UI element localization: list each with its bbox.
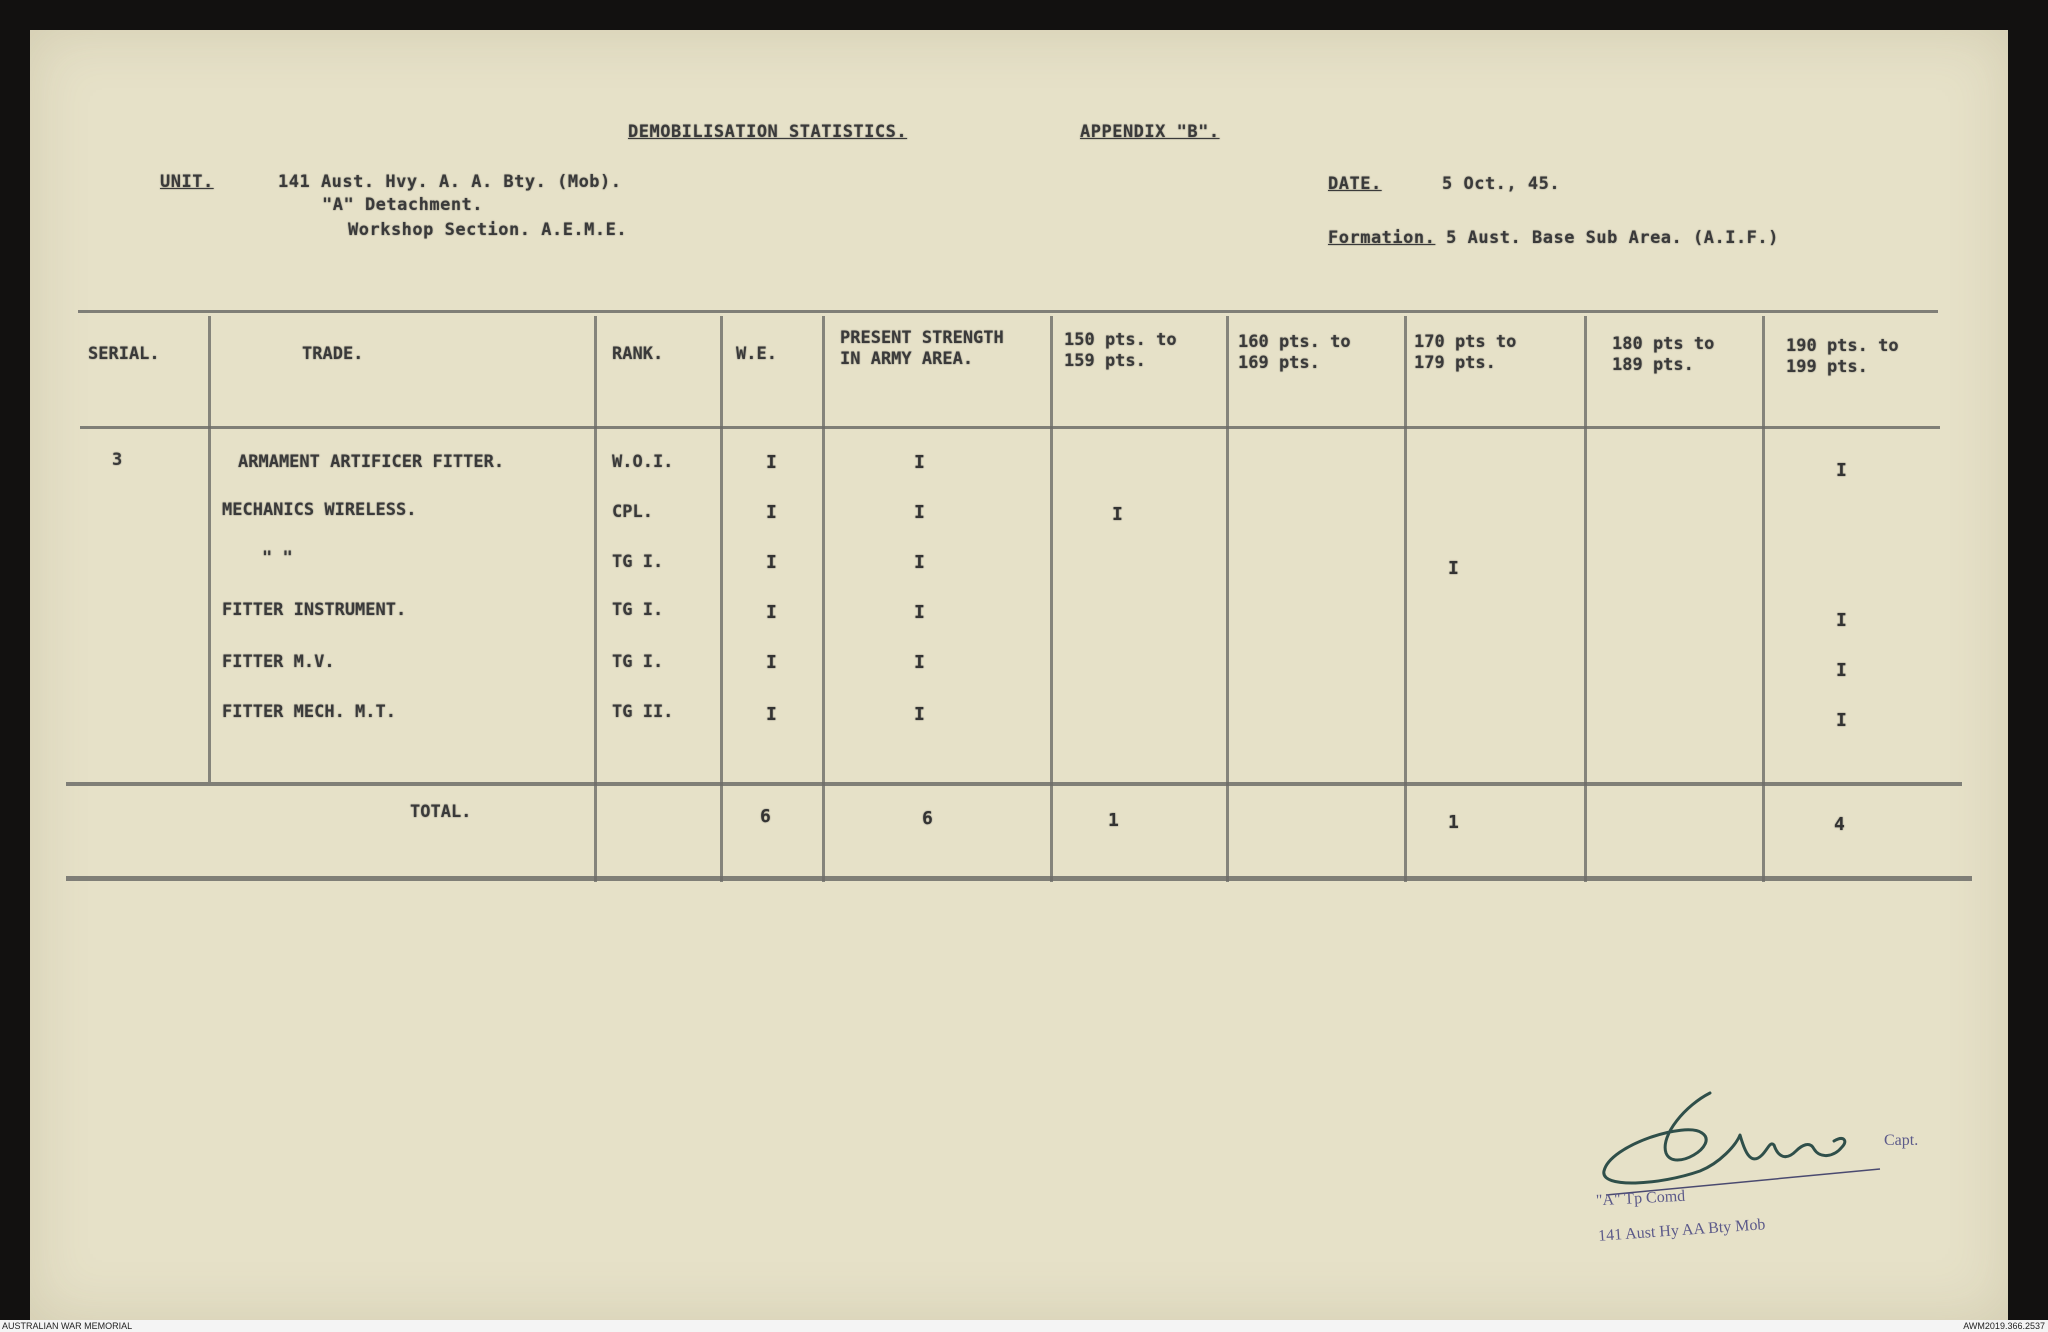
header-170-179: 170 pts to 179 pts. xyxy=(1414,332,1517,373)
header-rank: RANK. xyxy=(612,344,664,364)
total-p150: 1 xyxy=(1108,810,1119,831)
table-row-1-trade: ARMAMENT ARTIFICER FITTER. xyxy=(238,452,505,472)
appendix-label: APPENDIX "B". xyxy=(1080,122,1220,142)
col-divider-160 xyxy=(1404,316,1407,882)
table-row-4-rank: TG I. xyxy=(612,600,664,620)
col-divider-trade xyxy=(594,316,597,882)
total-label: TOTAL. xyxy=(410,802,472,822)
header-present-strength: PRESENT STRENGTH IN ARMY AREA. xyxy=(840,328,1004,369)
table-row-1-we: I xyxy=(766,452,777,473)
capt-label: Capt. xyxy=(1884,1132,1919,1149)
table-row-5-p190: I xyxy=(1836,660,1847,681)
table-row-1-present: I xyxy=(914,452,925,473)
total-p190: 4 xyxy=(1834,814,1845,835)
table-row-4-present: I xyxy=(914,602,925,623)
col-divider-rank xyxy=(720,316,723,882)
serial-value: 3 xyxy=(112,450,123,470)
col-divider-serial xyxy=(208,316,211,782)
col-divider-150 xyxy=(1226,316,1229,882)
archive-accession-number: AWM2019.366.2537 xyxy=(1963,1321,2045,1331)
date-value: 5 Oct., 45. xyxy=(1442,174,1561,194)
col-divider-180 xyxy=(1762,316,1765,882)
handwritten-signature xyxy=(1590,1075,1890,1205)
header-190-199: 190 pts. to 199 pts. xyxy=(1786,336,1899,377)
table-row-1-rank: W.O.I. xyxy=(612,452,674,472)
col-divider-present xyxy=(1050,316,1053,882)
archive-name: AUSTRALIAN WAR MEMORIAL xyxy=(2,1321,133,1331)
unit-line-3: Workshop Section. A.E.M.E. xyxy=(348,220,628,240)
table-row-2-rank: CPL. xyxy=(612,502,653,522)
header-150-159: 150 pts. to 159 pts. xyxy=(1064,330,1177,371)
total-present: 6 xyxy=(922,808,933,829)
stamp-line-2: 141 Aust Hy AA Bty Mob xyxy=(1597,1216,1766,1245)
formation-line: Formation. 5 Aust. Base Sub Area. (A.I.F.) xyxy=(1328,228,1779,248)
table-row-2-trade: MECHANICS WIRELESS. xyxy=(222,500,417,520)
table-top-rule xyxy=(78,310,1938,313)
total-top-rule xyxy=(66,782,1962,786)
col-divider-170 xyxy=(1584,316,1587,882)
document-title: DEMOBILISATION STATISTICS. xyxy=(628,122,908,142)
table-row-4-p190: I xyxy=(1836,610,1847,631)
table-row-6-trade: FITTER MECH. M.T. xyxy=(222,702,396,722)
header-160-169: 160 pts. to 169 pts. xyxy=(1238,332,1351,373)
header-serial: SERIAL. xyxy=(88,344,160,364)
table-row-2-p150: I xyxy=(1112,504,1123,525)
total-we: 6 xyxy=(760,806,771,827)
table-row-6-p190: I xyxy=(1836,710,1847,731)
header-trade: TRADE. xyxy=(302,344,364,364)
table-row-3-p170: I xyxy=(1448,558,1459,579)
table-row-3-we: I xyxy=(766,552,777,573)
total-p170: 1 xyxy=(1448,812,1459,833)
unit-line-2: "A" Detachment. xyxy=(322,195,484,215)
table-row-2-present: I xyxy=(914,502,925,523)
table-row-3-rank: TG I. xyxy=(612,552,664,572)
stamp-line-1: "A" Tp Comd xyxy=(1595,1187,1686,1210)
header-180-189: 180 pts to 189 pts. xyxy=(1612,334,1715,375)
col-divider-we xyxy=(822,316,825,882)
table-row-6-we: I xyxy=(766,704,777,725)
table-row-5-we: I xyxy=(766,652,777,673)
table-row-5-trade: FITTER M.V. xyxy=(222,652,335,672)
table-row-3-trade: " " xyxy=(262,548,293,568)
archive-credit-bar xyxy=(0,1320,2048,1332)
date-label: DATE. xyxy=(1328,174,1382,194)
table-row-6-present: I xyxy=(914,704,925,725)
table-bottom-rule xyxy=(66,876,1972,881)
unit-line-1: 141 Aust. Hvy. A. A. Bty. (Mob). xyxy=(278,172,622,192)
header-bottom-rule xyxy=(80,426,1940,429)
table-row-5-rank: TG I. xyxy=(612,652,664,672)
table-row-4-we: I xyxy=(766,602,777,623)
table-row-6-rank: TG II. xyxy=(612,702,674,722)
unit-label: UNIT. xyxy=(160,172,214,192)
table-row-5-present: I xyxy=(914,652,925,673)
table-row-1-p190: I xyxy=(1836,460,1847,481)
header-we: W.E. xyxy=(736,344,777,364)
table-row-2-we: I xyxy=(766,502,777,523)
table-row-4-trade: FITTER INSTRUMENT. xyxy=(222,600,407,620)
table-row-3-present: I xyxy=(914,552,925,573)
